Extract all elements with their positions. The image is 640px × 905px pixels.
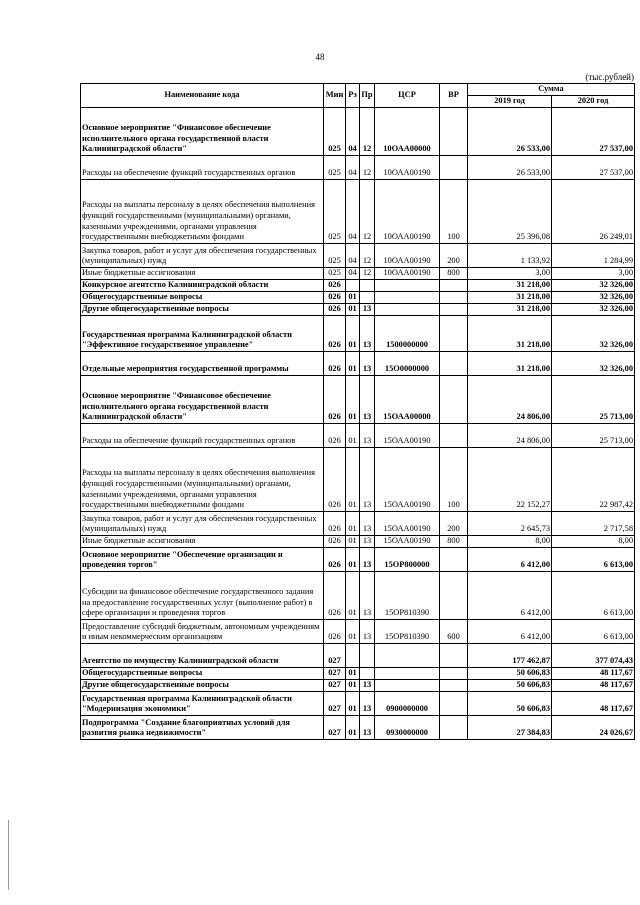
- cell-pr: 13: [360, 548, 375, 572]
- cell-name: Государственная программа Калининградской области "Эффективное государственное управление": [81, 316, 324, 352]
- cell-rz: 01: [346, 692, 360, 716]
- cell-y2019: 31 218,00: [468, 352, 552, 376]
- cell-min: 027: [324, 680, 346, 692]
- cell-min: 026: [324, 376, 346, 424]
- cell-y2020: 6 613,00: [552, 620, 635, 644]
- cell-rz: 01: [346, 668, 360, 680]
- cell-rz: 01: [346, 376, 360, 424]
- cell-y2019: 24 806,00: [468, 424, 552, 448]
- cell-min: 026: [324, 292, 346, 304]
- cell-csr: 15О0000000: [375, 352, 440, 376]
- cell-pr: [360, 668, 375, 680]
- cell-rz: 01: [346, 292, 360, 304]
- cell-y2019: 6 412,00: [468, 572, 552, 620]
- cell-name: Основное мероприятие "Финансовое обеспечение исполнительного органа государственной власти Калининградской области": [81, 376, 324, 424]
- cell-name: Подпрограмма "Создание благоприятных условий для развития рынка недвижимости": [81, 716, 324, 740]
- cell-vr: [440, 292, 468, 304]
- cell-csr: 10ОАА00190: [375, 180, 440, 244]
- cell-y2019: 24 806,00: [468, 376, 552, 424]
- cell-pr: 12: [360, 156, 375, 180]
- table-row: [81, 108, 635, 156]
- cell-min: 027: [324, 716, 346, 740]
- cell-y2020: 6 613,00: [552, 572, 635, 620]
- cell-rz: 04: [346, 268, 360, 280]
- cell-rz: 01: [346, 536, 360, 548]
- cell-pr: 13: [360, 352, 375, 376]
- header-sum: Сумма: [468, 84, 635, 96]
- table-row: [81, 180, 635, 244]
- cell-y2020: 32 326,00: [552, 280, 635, 292]
- cell-vr: [440, 108, 468, 156]
- table-row: [81, 448, 635, 512]
- cell-pr: 13: [360, 424, 375, 448]
- cell-min: 026: [324, 448, 346, 512]
- cell-pr: 12: [360, 268, 375, 280]
- cell-y2019: 31 218,00: [468, 316, 552, 352]
- table-row: [81, 268, 635, 280]
- cell-pr: [360, 644, 375, 668]
- cell-y2020: 24 026,67: [552, 716, 635, 740]
- cell-rz: 01: [346, 316, 360, 352]
- table-row: [81, 316, 635, 352]
- cell-pr: 12: [360, 244, 375, 268]
- cell-name: Расходы на выплаты персоналу в целях обеспечения выполнения функций государственными (муниципальными) органами, казенными учреждениями, органами управления государственными внебюджетными фондами: [81, 448, 324, 512]
- cell-y2019: 26 533,00: [468, 108, 552, 156]
- cell-min: 025: [324, 268, 346, 280]
- cell-name: Расходы на обеспечение функций государственных органов: [81, 424, 324, 448]
- cell-rz: 01: [346, 620, 360, 644]
- cell-csr: 15ОР810390: [375, 620, 440, 644]
- cell-csr: 1500000000: [375, 316, 440, 352]
- cell-y2019: 1 133,92: [468, 244, 552, 268]
- table-row: [81, 620, 635, 644]
- table-row: [81, 352, 635, 376]
- cell-vr: [440, 304, 468, 316]
- cell-vr: [440, 548, 468, 572]
- cell-pr: [360, 280, 375, 292]
- cell-pr: 13: [360, 448, 375, 512]
- cell-name: Иные бюджетные ассигнования: [81, 536, 324, 548]
- cell-vr: 600: [440, 620, 468, 644]
- cell-rz: 04: [346, 180, 360, 244]
- cell-y2020: 6 613,00: [552, 548, 635, 572]
- cell-vr: [440, 424, 468, 448]
- cell-rz: 04: [346, 244, 360, 268]
- table-row: [81, 512, 635, 536]
- cell-name: Общегосударственные вопросы: [81, 668, 324, 680]
- cell-name: Основное мероприятие "Обеспечение организации и проведения торгов": [81, 548, 324, 572]
- header-csr: ЦСР: [375, 84, 440, 108]
- cell-csr: 15ОАА00000: [375, 376, 440, 424]
- cell-min: 025: [324, 244, 346, 268]
- cell-vr: [440, 352, 468, 376]
- cell-rz: 04: [346, 108, 360, 156]
- cell-min: 027: [324, 668, 346, 680]
- cell-y2019: 31 218,00: [468, 292, 552, 304]
- cell-vr: 100: [440, 180, 468, 244]
- cell-pr: 12: [360, 180, 375, 244]
- page-number: 48: [315, 52, 325, 62]
- cell-name: Иные бюджетные ассигнования: [81, 268, 324, 280]
- cell-min: 026: [324, 548, 346, 572]
- cell-vr: [440, 644, 468, 668]
- cell-pr: 13: [360, 572, 375, 620]
- cell-y2019: 31 218,00: [468, 304, 552, 316]
- cell-y2020: 27 537,00: [552, 108, 635, 156]
- cell-y2020: 32 326,00: [552, 304, 635, 316]
- cell-y2019: 50 606,83: [468, 668, 552, 680]
- table-row: [81, 680, 635, 692]
- table-row: [81, 244, 635, 268]
- cell-rz: 01: [346, 448, 360, 512]
- cell-min: 026: [324, 424, 346, 448]
- cell-y2019: 27 384,83: [468, 716, 552, 740]
- cell-rz: 01: [346, 304, 360, 316]
- cell-y2019: 22 152,27: [468, 448, 552, 512]
- cell-rz: 01: [346, 424, 360, 448]
- cell-csr: [375, 680, 440, 692]
- cell-y2019: 50 606,83: [468, 680, 552, 692]
- cell-csr: 10ОАА00190: [375, 156, 440, 180]
- header-2019: 2019 год: [468, 96, 552, 108]
- budget-table: [80, 83, 635, 740]
- table-row: [81, 572, 635, 620]
- cell-y2019: 8,00: [468, 536, 552, 548]
- cell-vr: [440, 280, 468, 292]
- cell-y2019: 3,00: [468, 268, 552, 280]
- cell-csr: 15ОР810390: [375, 572, 440, 620]
- cell-csr: 15ОАА00190: [375, 448, 440, 512]
- cell-rz: 01: [346, 352, 360, 376]
- cell-csr: 10ОАА00000: [375, 108, 440, 156]
- cell-min: 025: [324, 180, 346, 244]
- cell-y2020: 48 117,67: [552, 680, 635, 692]
- cell-name: Расходы на обеспечение функций государственных органов: [81, 156, 324, 180]
- cell-vr: [440, 680, 468, 692]
- cell-vr: [440, 668, 468, 680]
- cell-pr: 13: [360, 376, 375, 424]
- table-row: [81, 644, 635, 668]
- cell-rz: [346, 644, 360, 668]
- cell-csr: 15ОАА00190: [375, 512, 440, 536]
- cell-y2019: 25 396,08: [468, 180, 552, 244]
- table-row: [81, 536, 635, 548]
- cell-min: 026: [324, 572, 346, 620]
- cell-name: Основное мероприятие "Финансовое обеспечение исполнительного органа государственной власти Калининградской области": [81, 108, 324, 156]
- cell-pr: 13: [360, 512, 375, 536]
- cell-csr: 0900000000: [375, 692, 440, 716]
- cell-y2020: 377 074,43: [552, 644, 635, 668]
- cell-min: 027: [324, 644, 346, 668]
- cell-min: 026: [324, 352, 346, 376]
- cell-min: 027: [324, 692, 346, 716]
- cell-csr: [375, 668, 440, 680]
- cell-vr: [440, 572, 468, 620]
- cell-y2020: 27 537,00: [552, 156, 635, 180]
- cell-pr: 13: [360, 692, 375, 716]
- cell-vr: 100: [440, 448, 468, 512]
- cell-y2020: 32 326,00: [552, 352, 635, 376]
- cell-y2020: 25 713,00: [552, 424, 635, 448]
- cell-y2020: 32 326,00: [552, 316, 635, 352]
- cell-name: Предоставление субсидий бюджетным, автономным учреждениям и иным некоммерческим организациям: [81, 620, 324, 644]
- cell-y2019: 26 533,00: [468, 156, 552, 180]
- cell-name: Расходы на выплаты персоналу в целях обеспечения выполнения функций государственными (муниципальными) органами, казенными учреждениями, органами управления государственными внебюджетными фондами: [81, 180, 324, 244]
- cell-min: 026: [324, 620, 346, 644]
- cell-min: 025: [324, 108, 346, 156]
- cell-vr: 200: [440, 244, 468, 268]
- cell-pr: 13: [360, 304, 375, 316]
- cell-y2019: 2 645,73: [468, 512, 552, 536]
- cell-y2020: 48 117,67: [552, 692, 635, 716]
- cell-name: Субсидии на финансовое обеспечение государственного задания на предоставление государственных услуг (выполнение работ) в сфере организации и проведения торгов: [81, 572, 324, 620]
- units-label: (тыс.рублей): [585, 72, 634, 82]
- cell-y2019: 6 412,00: [468, 548, 552, 572]
- cell-y2020: 25 713,00: [552, 376, 635, 424]
- cell-min: 026: [324, 512, 346, 536]
- cell-csr: 10ОАА00190: [375, 244, 440, 268]
- header-rz: Рз: [346, 84, 360, 108]
- cell-csr: 15ОАА00190: [375, 536, 440, 548]
- header-2020: 2020 год: [552, 96, 635, 108]
- cell-name: Агентство по имуществу Калининградской области: [81, 644, 324, 668]
- cell-csr: 0930000000: [375, 716, 440, 740]
- cell-min: 026: [324, 536, 346, 548]
- header-name: Наименование кода: [81, 84, 324, 108]
- cell-name: Другие общегосударственные вопросы: [81, 680, 324, 692]
- cell-csr: [375, 644, 440, 668]
- cell-vr: 800: [440, 268, 468, 280]
- cell-pr: [360, 292, 375, 304]
- table-row: [81, 716, 635, 740]
- cell-name: Другие общегосударственные вопросы: [81, 304, 324, 316]
- cell-csr: 10ОАА00190: [375, 268, 440, 280]
- cell-min: 026: [324, 280, 346, 292]
- cell-y2019: 6 412,00: [468, 620, 552, 644]
- cell-csr: 15ОАА00190: [375, 424, 440, 448]
- cell-vr: [440, 376, 468, 424]
- cell-pr: 12: [360, 108, 375, 156]
- cell-rz: [346, 280, 360, 292]
- table-row: [81, 156, 635, 180]
- scan-edge-mark: [8, 820, 11, 890]
- table-row: [81, 292, 635, 304]
- cell-min: 026: [324, 304, 346, 316]
- cell-pr: 13: [360, 316, 375, 352]
- cell-y2019: 177 462,87: [468, 644, 552, 668]
- cell-y2020: 32 326,00: [552, 292, 635, 304]
- cell-rz: 01: [346, 548, 360, 572]
- cell-csr: [375, 280, 440, 292]
- cell-y2019: 50 606,83: [468, 692, 552, 716]
- cell-csr: 15ОР800000: [375, 548, 440, 572]
- table-row: [81, 548, 635, 572]
- cell-y2020: 3,00: [552, 268, 635, 280]
- cell-vr: [440, 692, 468, 716]
- cell-rz: 01: [346, 680, 360, 692]
- cell-pr: 13: [360, 620, 375, 644]
- cell-pr: 13: [360, 680, 375, 692]
- cell-name: Конкурсное агентство Калининградской области: [81, 280, 324, 292]
- cell-rz: 04: [346, 156, 360, 180]
- cell-name: Закупка товаров, работ и услуг для обеспечения государственных (муниципальных) нужд: [81, 512, 324, 536]
- table-row: [81, 692, 635, 716]
- cell-rz: 01: [346, 716, 360, 740]
- cell-name: Отдельные мероприятия государственной программы: [81, 352, 324, 376]
- cell-name: Закупка товаров, работ и услуг для обеспечения государственных (муниципальных) нужд: [81, 244, 324, 268]
- table-row: [81, 280, 635, 292]
- header-min: Мин: [324, 84, 346, 108]
- cell-csr: [375, 292, 440, 304]
- cell-pr: 13: [360, 716, 375, 740]
- cell-rz: 01: [346, 572, 360, 620]
- header-vr: ВР: [440, 84, 468, 108]
- cell-y2019: 31 218,00: [468, 280, 552, 292]
- cell-vr: 200: [440, 512, 468, 536]
- cell-pr: 13: [360, 536, 375, 548]
- cell-y2020: 22 987,42: [552, 448, 635, 512]
- table-row: [81, 424, 635, 448]
- cell-y2020: 26 249,01: [552, 180, 635, 244]
- table-row: [81, 376, 635, 424]
- cell-y2020: 1 284,99: [552, 244, 635, 268]
- cell-vr: [440, 156, 468, 180]
- cell-vr: [440, 716, 468, 740]
- cell-vr: [440, 316, 468, 352]
- table-row: [81, 668, 635, 680]
- cell-min: 026: [324, 316, 346, 352]
- table-row: [81, 304, 635, 316]
- cell-vr: 800: [440, 536, 468, 548]
- header-pr: Пр: [360, 84, 375, 108]
- cell-name: Государственная программа Калининградской области "Модернизация экономики": [81, 692, 324, 716]
- cell-csr: [375, 304, 440, 316]
- cell-y2020: 8,00: [552, 536, 635, 548]
- cell-name: Общегосударственные вопросы: [81, 292, 324, 304]
- cell-rz: 01: [346, 512, 360, 536]
- cell-y2020: 48 117,67: [552, 668, 635, 680]
- cell-min: 025: [324, 156, 346, 180]
- cell-y2020: 2 717,58: [552, 512, 635, 536]
